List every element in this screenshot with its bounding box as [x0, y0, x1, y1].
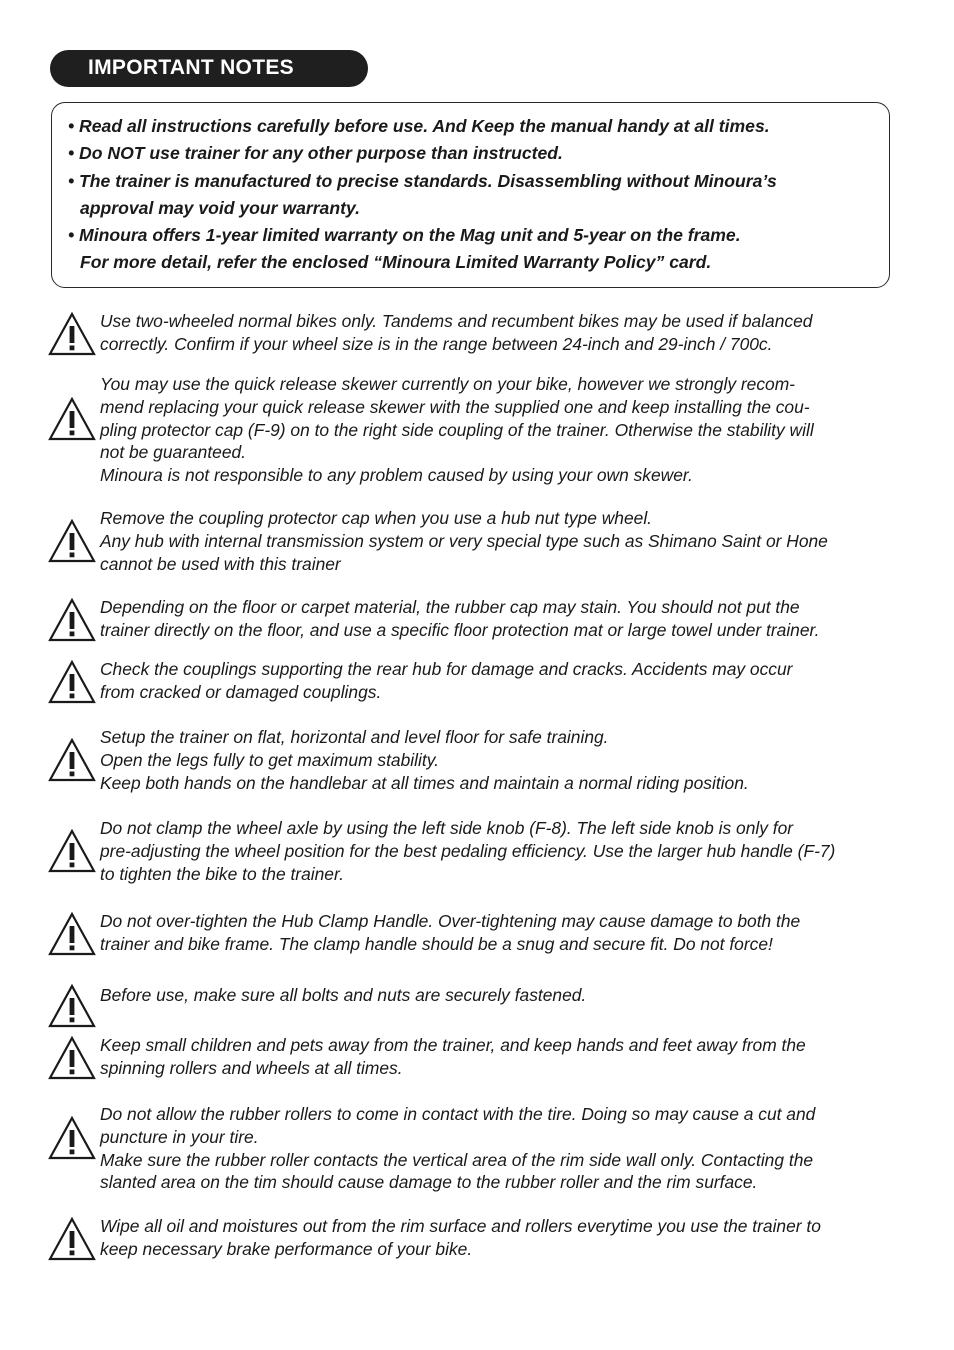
warning-triangle-icon [48, 829, 96, 873]
warning-text-line: Before use, make sure all bolts and nuts are securely fastened. [100, 985, 587, 1005]
warning-text [100, 1103, 815, 1194]
warning-text-line: mend replacing your quick release skewer with the supplied one and keep installing the cou- [100, 396, 810, 417]
warning-text-line: Check the couplings supporting the rear hub for damage and cracks. Accidents may occur [100, 659, 793, 679]
warning-triangle-icon [48, 912, 96, 956]
warning-text-line: Remove the coupling protector cap when you use a hub nut type wheel. [100, 508, 653, 528]
warning-triangle-icon [48, 1116, 96, 1160]
warning-triangle-icon [48, 519, 96, 563]
warning-text-line: Setup the trainer on flat, horizontal and level floor for safe training. [100, 727, 609, 747]
note-line: • Read all instructions carefully before use. And Keep the manual handy at all times. [68, 116, 770, 136]
warning-text-line: Wipe all oil and moistures out from the rim surface and rollers everytime you use the trainer to [100, 1216, 821, 1236]
warning-text [100, 596, 820, 642]
warning-text [100, 373, 814, 487]
note-line: • Minoura offers 1-year limited warranty on the Mag unit and 5-year on the frame. [68, 225, 741, 245]
warning-text [100, 1034, 806, 1080]
warning-text-line: trainer and bike frame. The clamp handle should be a snug and secure fit. Do not force! [100, 933, 773, 954]
warning-text-line: You may use the quick release skewer currently on your bike, however we strongly recom- [100, 374, 795, 394]
warning-text-line: Keep both hands on the handlebar at all times and maintain a normal riding position. [100, 772, 749, 793]
section-header-title: IMPORTANT NOTES [88, 56, 294, 79]
warning-triangle-icon [48, 1217, 96, 1261]
warning-text-line: Depending on the floor or carpet material, the rubber cap may stain. You should not put the [100, 597, 800, 617]
warning-triangle-icon [48, 312, 96, 356]
warning-text [100, 310, 812, 356]
note-line: For more detail, refer the enclosed “Minoura Limited Warranty Policy” card. [80, 252, 712, 272]
warning-text-line: pling protector cap (F-9) on to the right side coupling of the trainer. Otherwise the stability will [100, 419, 814, 440]
warning-text-line: to tighten the bike to the trainer. [100, 863, 344, 884]
warning-text-line: correctly. Confirm if your wheel size is in the range between 24-inch and 29-inch / 700c. [100, 333, 773, 354]
warning-text-line: Open the legs fully to get maximum stability. [100, 749, 439, 770]
warning-text-line: spinning rollers and wheels at all times. [100, 1057, 403, 1078]
warning-text-line: puncture in your tire. [100, 1126, 259, 1147]
warning-text-line: slanted area on the tim should cause damage to the rubber roller and the rim surface. [100, 1172, 758, 1193]
warning-text-line: Use two-wheeled normal bikes only. Tandems and recumbent bikes may be used if balanced [100, 311, 813, 331]
warning-text-line: Keep small children and pets away from the trainer, and keep hands and feet away from the [100, 1035, 806, 1055]
note-line: approval may void your warranty. [80, 198, 360, 218]
note-line: • Do NOT use trainer for any other purpose than instructed. [68, 143, 563, 163]
warning-text-line: pre-adjusting the wheel position for the best pedaling efficiency. Use the larger hub handle (F-7) [100, 840, 836, 861]
warning-triangle-icon [48, 984, 96, 1028]
warning-text-line: Make sure the rubber roller contacts the vertical area of the rim side wall only. Contacting the [100, 1149, 814, 1170]
section-header-important-notes [50, 50, 368, 87]
warning-text-line: Do not clamp the wheel axle by using the left side knob (F-8). The left side knob is only for [100, 818, 794, 838]
warning-triangle-icon [48, 738, 96, 782]
warning-text-line: trainer directly on the floor, and use a specific floor protection mat or large towel under trainer. [100, 619, 820, 640]
warning-text [100, 1215, 821, 1261]
warning-text-line: Minoura is not responsible to any problem caused by using your own skewer. [100, 465, 693, 486]
warning-text [100, 984, 586, 1007]
warning-triangle-icon [48, 598, 96, 642]
warning-text-line: from cracked or damaged couplings. [100, 681, 382, 702]
warning-text [100, 507, 828, 575]
warning-text [100, 910, 800, 956]
warning-text [100, 726, 749, 794]
warning-triangle-icon [48, 1036, 96, 1080]
warning-text [100, 658, 792, 704]
warning-text-line: keep necessary brake performance of your bike. [100, 1238, 473, 1259]
warning-text-line: Do not over-tighten the Hub Clamp Handle. Over-tightening may cause damage to both the [100, 911, 801, 931]
note-line: • The trainer is manufactured to precise standards. Disassembling without Minoura’s [68, 171, 777, 191]
warning-text-line: cannot be used with this trainer [100, 553, 341, 574]
warning-text-line: Any hub with internal transmission system or very special type such as Shimano Saint or Hone [100, 530, 828, 551]
warning-text-line: not be guaranteed. [100, 442, 247, 463]
warning-triangle-icon [48, 660, 96, 704]
warning-text-line: Do not allow the rubber rollers to come in contact with the tire. Doing so may cause a cut and [100, 1104, 816, 1124]
warning-text [100, 817, 835, 885]
warning-triangle-icon [48, 397, 96, 441]
